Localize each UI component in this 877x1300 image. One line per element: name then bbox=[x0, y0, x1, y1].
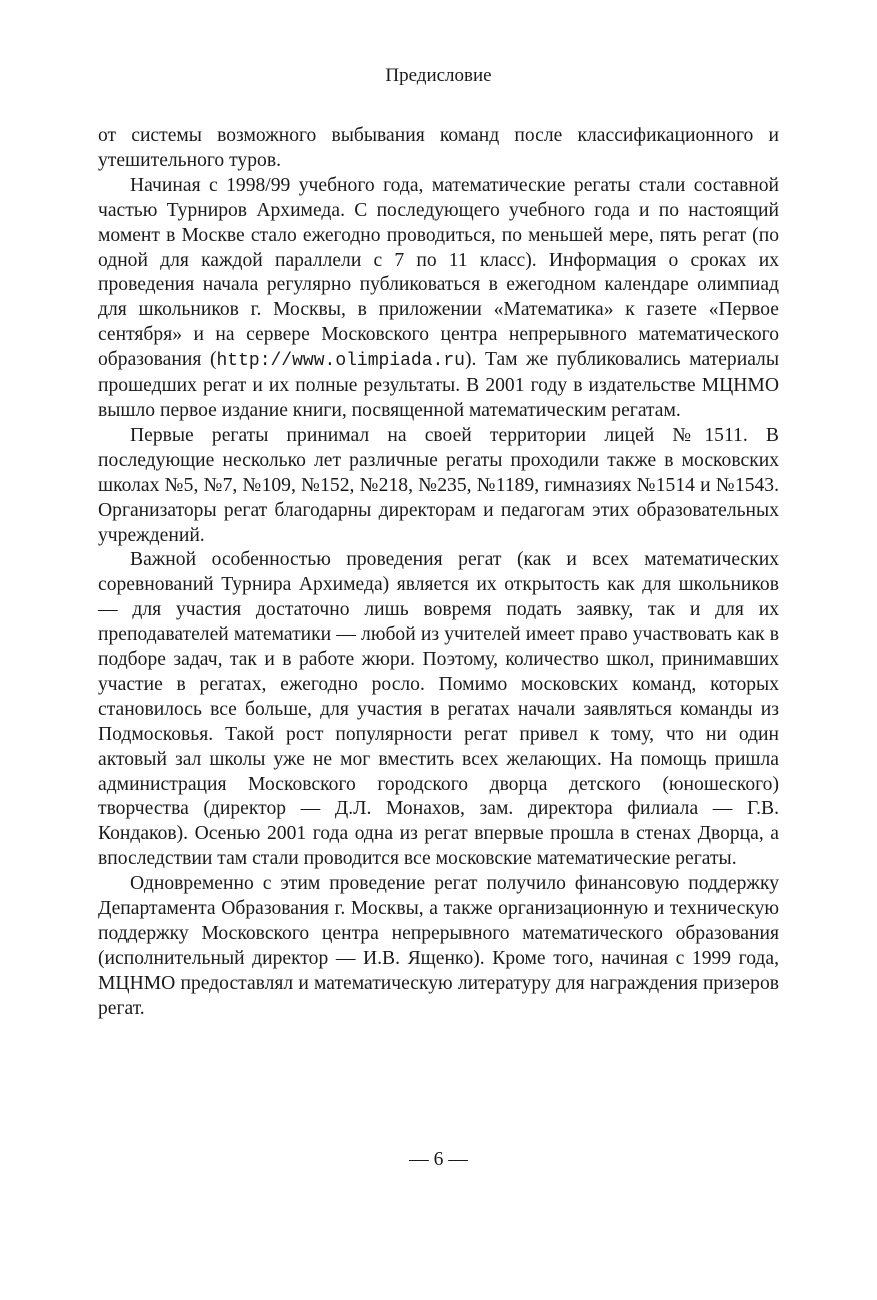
olimpiada-url-link[interactable]: http://www.olimpiada.ru bbox=[216, 351, 465, 372]
body-text bbox=[98, 124, 779, 1022]
paragraph-continued: от системы возможного выбывания команд после классификационного и утешительного туров. bbox=[98, 125, 779, 171]
page-number: — 6 — bbox=[409, 1149, 468, 1170]
running-head: Предисловие bbox=[385, 65, 492, 86]
paragraph-text-before-link: Начиная с 1998/99 учебного года, математические регаты стали составной частью Турниров Архимеда. С последующего учебного года и по настоящий момент в Москве стало ежегодно проводиться, по меньшей мере, пять регат (по одной для каждой параллели с 7 по 11 класс). Информация о сроках их проведения начала регулярно публиковаться в ежегодном календаре олимпиад для школьников г. Москвы, в приложении «Математика» к газете «Первое сентября» и на сервере Московского центра непрерывного математического образования ( bbox=[98, 174, 779, 371]
paragraph-openness: Важной особенностью проведения регат (как и всех математических соревнований Турнира Архимеда) является их открытость как для школьников — для участия достаточно лишь вовремя подать заявку, так и для их преподавателей математики — любой из учителей имеет право участвовать как в подборе задач, так и в работе жюри. Поэтому, количество школ, принимавших участие в регатах, ежегодно росло. Помимо московских команд, которых становилось все больше, для участия в регатах начали заявляться команды из Подмосковья. Такой рост популярности регат привел к тому, что ни один актовый зал школы уже не мог вместить всех желающих. На помощь пришла администрация Московского городского дворца детского (юношеского) творчества (директор — Д.Л. Монахов, зам. директора филиала — Г.В. Кондаков). Осенью 2001 года одна из регат впервые прошла в стенах Дворца, а впоследствии там стали проводится все московские математические регаты. bbox=[98, 549, 779, 870]
paragraph-regattas-history bbox=[98, 174, 779, 424]
paragraph-text-after-link: ). Там же публиковались материалы прошедших регат и их полные результаты. В 2001 году в издательстве МЦНМО вышло первое издание книги, посвященной математическим регатам. bbox=[98, 349, 780, 421]
paragraph-first-regattas: Первые регаты принимал на своей территории лицей №1511. В последующие несколько лет различные регаты проходили также в московских школах №5, №7, №109, №152, №218, №235, №1189, гимназиях №1514 и №1543. Организаторы регат благодарны директорам и педагогам этих образовательных учреждений. bbox=[98, 424, 779, 546]
paragraph-support: Одновременно с этим проведение регат получило финансовую поддержку Департамента Образования г. Москвы, а также организационную и техническую поддержку Московского центра непрерывного математического образования (исполнительный директор — И.В. Ященко). Кроме того, начиная с 1999 года, МЦНМО предоставлял и математическую литературу для награждения призеров регат. bbox=[98, 873, 779, 1019]
